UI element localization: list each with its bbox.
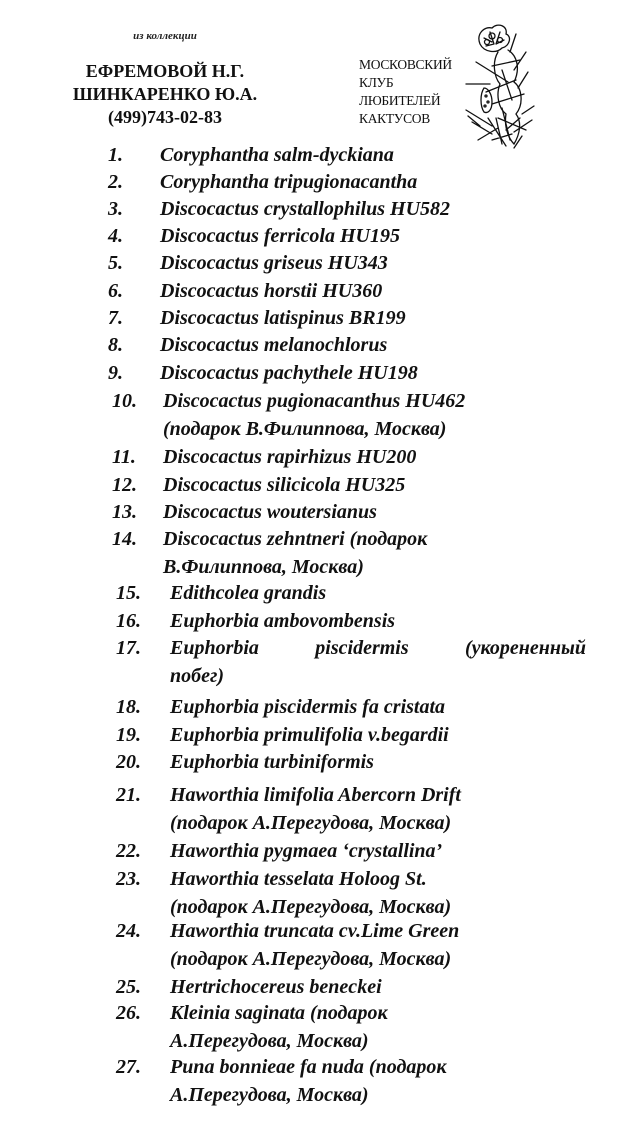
list-item	[0, 390, 626, 416]
club-name-line-4: КАКТУСОВ	[359, 111, 430, 126]
item-name: Euphorbia primulifolia v.begardii	[170, 724, 449, 746]
item-number: 25.	[116, 976, 141, 998]
list-item	[0, 528, 626, 554]
item-name: Euphorbia turbiniformis	[170, 751, 374, 773]
list-item	[0, 252, 626, 278]
item-number: 7.	[108, 307, 123, 329]
item-number: 14.	[112, 528, 137, 550]
list-item	[0, 280, 626, 306]
item-name: Discocactus latispinus BR199	[160, 307, 406, 329]
owner-name-2: ШИНКАРЕНКО Ю.А.	[72, 84, 258, 104]
owners-block	[0, 60, 330, 129]
list-item-continuation	[0, 418, 626, 444]
list-item	[0, 784, 626, 810]
item-name: Discocactus ferricola HU195	[160, 225, 400, 247]
list-item	[0, 225, 626, 251]
item-name: Discocactus silicicola HU325	[163, 474, 406, 496]
item-number: 15.	[116, 582, 141, 604]
list-item-continuation	[0, 896, 626, 922]
word: Euphorbia	[170, 637, 259, 659]
item-note: (подарок А.Перегудова, Москва)	[170, 812, 452, 834]
item-number: 3.	[108, 198, 123, 220]
item-number: 16.	[116, 610, 141, 632]
list-item	[0, 840, 626, 866]
item-note: (подарок А.Перегудова, Москва)	[170, 948, 452, 970]
club-name-line-1: МОСКОВСКИЙ	[359, 57, 452, 72]
list-item	[0, 198, 626, 224]
phone-number: (499)743-02-83	[108, 107, 222, 127]
item-name: Discocactus melanochlorus	[160, 334, 388, 356]
club-name	[359, 56, 452, 128]
item-note: (подарок А.Перегудова, Москва)	[170, 896, 452, 918]
list-item	[0, 144, 626, 170]
item-name: Euphorbia piscidermis fa cristata	[170, 696, 446, 718]
item-number: 21.	[116, 784, 141, 806]
list-item	[0, 1002, 626, 1028]
item-name: Discocactus pugionacanthus HU462	[163, 390, 466, 412]
item-name: Discocactus griseus HU343	[160, 252, 388, 274]
item-name: Discocactus rapirhizus HU200	[163, 446, 417, 468]
item-name: Discocactus zehntneri (подарок	[163, 528, 428, 550]
item-name: Puna bonnieae fa nuda (подарок	[170, 1056, 447, 1078]
item-name	[170, 637, 586, 660]
item-number: 20.	[116, 751, 141, 773]
item-number: 11.	[112, 446, 136, 468]
item-number: 2.	[108, 171, 123, 193]
item-number: 1.	[108, 144, 123, 166]
list-item-continuation	[0, 556, 626, 582]
word: (укорененный	[465, 637, 586, 659]
item-note: (подарок В.Филиппова, Москва)	[163, 418, 447, 440]
item-note: А.Перегудова, Москва)	[170, 1030, 369, 1052]
item-number: 18.	[116, 696, 141, 718]
item-number: 27.	[116, 1056, 141, 1078]
flower-icon	[479, 25, 510, 51]
list-item-continuation	[0, 665, 626, 691]
item-number: 12.	[112, 474, 137, 496]
item-name: Discocactus pachythele HU198	[160, 362, 418, 384]
item-note: А.Перегудова, Москва)	[170, 1084, 369, 1106]
item-name: Discocactus horstii HU360	[160, 280, 383, 302]
item-name: Haworthia truncata cv.Lime Green	[170, 920, 460, 942]
list-item-continuation	[0, 812, 626, 838]
item-note: побег)	[170, 665, 225, 687]
item-number: 24.	[116, 920, 141, 942]
item-number: 22.	[116, 840, 141, 862]
item-name: Discocactus woutersianus	[163, 501, 377, 523]
item-name: Kleinia saginata (подарок	[170, 1002, 388, 1024]
item-name: Hertrichocereus beneckei	[170, 976, 382, 998]
list-item	[0, 976, 626, 1002]
list-item	[0, 362, 626, 388]
list-item-continuation	[0, 1030, 626, 1056]
item-number: 4.	[108, 225, 123, 247]
list-item	[0, 582, 626, 608]
cactus-logo-icon	[462, 22, 570, 152]
from-collection-label: из коллекции	[133, 30, 197, 42]
list-item	[0, 446, 626, 472]
item-name: Coryphantha tripugionacantha	[160, 171, 418, 193]
owner-name-1: ЕФРЕМОВОЙ Н.Г.	[85, 61, 245, 81]
item-number: 8.	[108, 334, 123, 356]
item-number: 17.	[116, 637, 141, 659]
club-name-line-2: КЛУБ	[359, 75, 394, 90]
club-name-line-3: ЛЮБИТЕЛЕЙ	[359, 93, 441, 108]
list-item	[0, 474, 626, 500]
item-name: Edithcolea grandis	[170, 582, 327, 604]
item-number: 23.	[116, 868, 141, 890]
list-item-continuation	[0, 1084, 626, 1110]
list-item-continuation	[0, 948, 626, 974]
item-number: 10.	[112, 390, 137, 412]
list-item	[0, 751, 626, 777]
item-number: 5.	[108, 252, 123, 274]
list-item	[0, 610, 626, 636]
item-number: 9.	[108, 362, 123, 384]
item-name: Haworthia pygmaea ‘crystallina’	[170, 840, 443, 862]
list-item	[0, 637, 626, 663]
item-number: 26.	[116, 1002, 141, 1024]
item-number: 6.	[108, 280, 123, 302]
item-name: Discocactus crystallophilus HU582	[160, 198, 451, 220]
item-note: В.Филиппова, Москва)	[163, 556, 364, 578]
list-item	[0, 171, 626, 197]
item-name: Haworthia tesselata Holoog St.	[170, 868, 427, 890]
list-item	[0, 868, 626, 894]
item-name: Coryphantha salm-dyckiana	[160, 144, 394, 166]
item-name: Euphorbia ambovombensis	[170, 610, 396, 632]
list-item	[0, 501, 626, 527]
item-number: 19.	[116, 724, 141, 746]
list-item	[0, 307, 626, 333]
list-item	[0, 1056, 626, 1082]
item-name: Haworthia limifolia Abercorn Drift	[170, 784, 461, 806]
list-item	[0, 696, 626, 722]
list-item	[0, 920, 626, 946]
item-number: 13.	[112, 501, 137, 523]
list-item	[0, 334, 626, 360]
word: piscidermis	[315, 637, 409, 659]
list-item	[0, 724, 626, 750]
